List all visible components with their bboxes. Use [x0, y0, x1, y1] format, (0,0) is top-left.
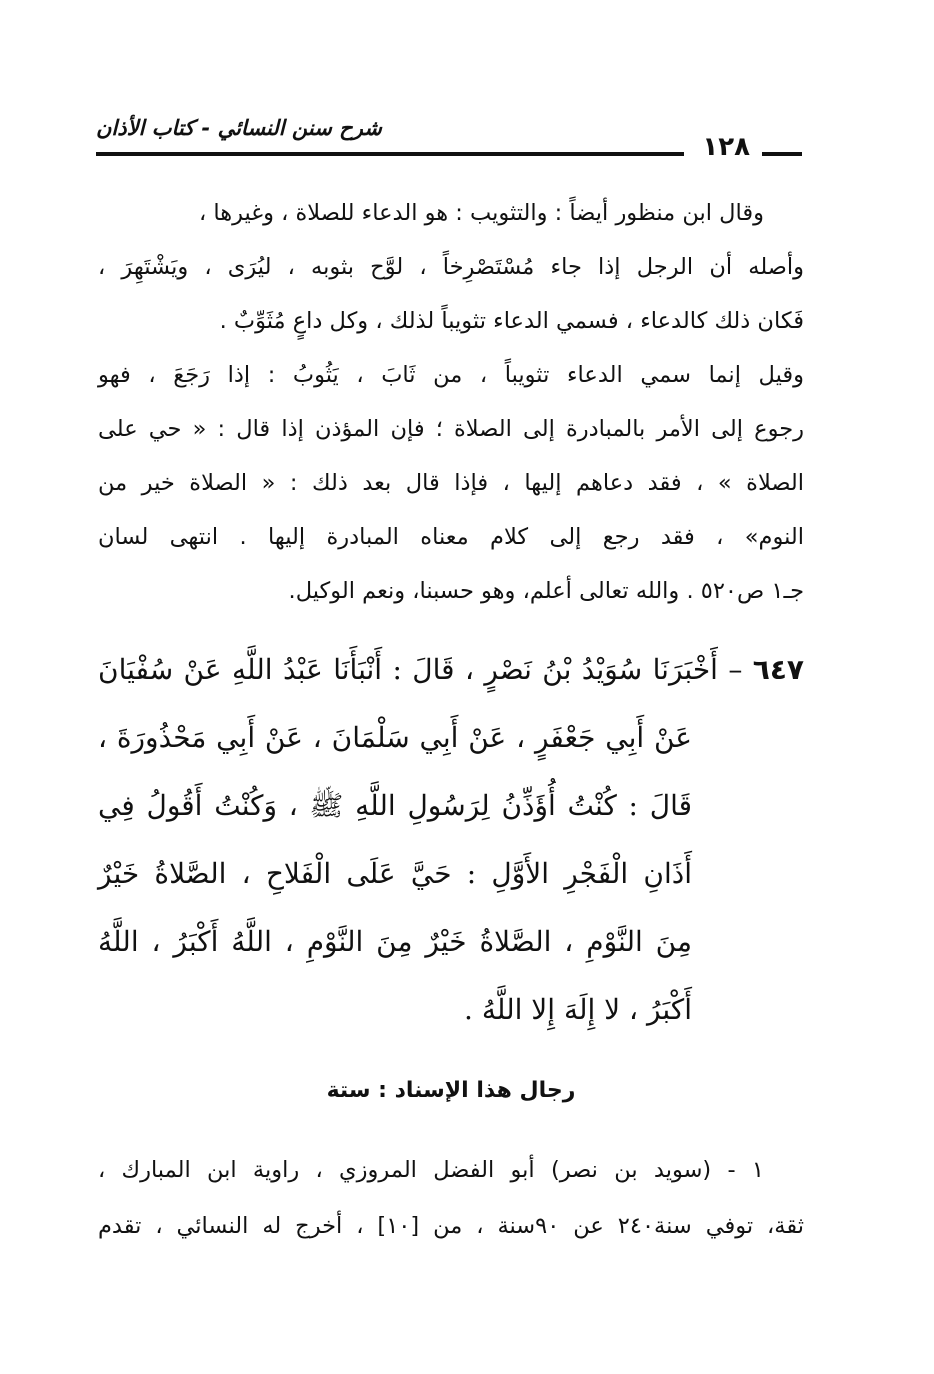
hadith-text	[98, 636, 804, 1044]
hadith-line: مِنَ النَّوْمِ ، الصَّلاةُ خَيْرٌ مِنَ النَّوْمِ ، اللَّهُ أَكْبَرُ ، اللَّهُ	[98, 925, 692, 958]
running-title: شرح سنن النسائي - كتاب الأذان	[96, 116, 382, 140]
commentary-line: النوم» ، فقد رجع إلى كلام معناه المبادرة إليها . انتهى لسان	[98, 524, 804, 550]
hadith-number: ٦٤٧	[752, 653, 805, 686]
hadith-line: أَذَانِ الْفَجْرِ الأَوَّلِ : حَيَّ عَلَى الْفَلاحِ ، الصَّلاةُ خَيْرٌ	[98, 857, 692, 890]
commentary-line: وأصله أن الرجل إذا جاء مُسْتَصْرِخاً ، لوَّح بثوبه ، ليُرَى ، ويَشْتَهِرَ ،	[98, 254, 804, 280]
commentary-line: وقال ابن منظور أيضاً : والتثويب : هو الدعاء للصلاة ، وغيرها ،	[198, 200, 764, 226]
commentary-line: جـ١ ص٥٢٠ . والله تعالى أعلم، وهو حسبنا، ونعم الوكيل.	[288, 578, 804, 604]
commentary-line: رجوع إلى الأمر بالمبادرة إلى الصلاة ؛ فإن المؤذن إذا قال : « حي على	[98, 416, 804, 442]
hadith-line-text: – أَخْبَرَنَا سُوَيْدُ بْنُ نَصْرٍ ، قَالَ : أَنْبَأَنَا عَبْدُ اللَّهِ عَنْ سُفْيَانَ	[98, 653, 743, 686]
commentary-line: وقيل إنما سمي الدعاء تثويباً ، من ثَابَ ، يَثُوبُ : إذا رَجَعَ ، فهو	[98, 362, 804, 388]
page-number-dash	[762, 152, 802, 156]
hadith-line	[98, 636, 804, 704]
narrator-line: ثقة، توفي سنة٢٤٠ عن ٩٠سنة ، من [١٠] ، أخرج له النسائي ، تقدم	[98, 1213, 805, 1239]
commentary-line: فَكان ذلك كالدعاء ، فسمي الدعاء تثويباً لذلك ، وكل داعٍ مُثَوِّبٌ .	[219, 308, 804, 334]
running-header	[96, 112, 802, 168]
narrators-paragraph	[98, 1142, 804, 1254]
hadith-line: عَنْ أَبِي جَعْفَرٍ ، عَنْ أَبِي سَلْمَانَ ، عَنْ أَبِي مَحْذُورَةَ ،	[98, 721, 692, 754]
page-number: ١٢٨	[702, 132, 750, 162]
hadith-line: قَالَ : كُنْتُ أُؤَذِّنُ لِرَسُولِ اللَّهِ ﷺ ، وَكُنْتُ أَقُولُ فِي	[98, 789, 692, 822]
commentary-line: الصلاة » ، فقد دعاهم إليها ، فإذا قال بعد ذلك : « الصلاة خير من	[98, 470, 804, 496]
commentary-paragraph	[98, 186, 804, 618]
narrator-line: ١ - (سويد بن نصر) أبو الفضل المروزي ، راوية ابن المبارك ،	[98, 1157, 764, 1183]
hadith-line: أَكْبَرُ ، لا إِلَهَ إِلا اللَّهُ .	[464, 993, 692, 1026]
header-rule	[96, 152, 684, 156]
section-heading: رجال هذا الإسناد : ستة	[326, 1078, 576, 1103]
